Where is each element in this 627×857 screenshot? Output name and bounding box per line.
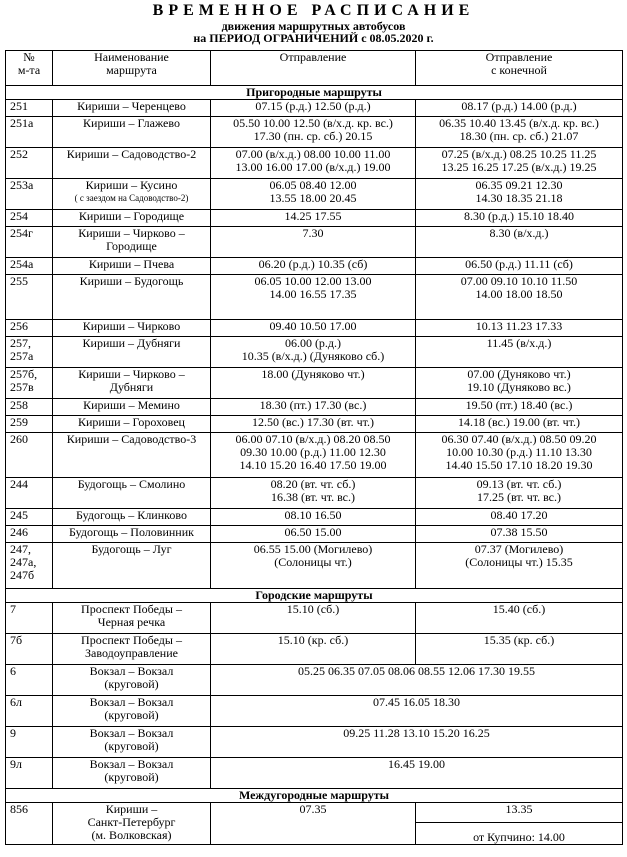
cell-line: 260 — [10, 432, 28, 446]
route-name — [53, 758, 211, 789]
cell-line: 15.35 (кр. сб.) — [483, 633, 555, 647]
cell-line: 08.17 (р.д.) 14.00 (р.д.) — [461, 99, 577, 113]
cell-line: 18.00 (Дуняково чт.) — [261, 367, 365, 381]
cell-line: Проспект Победы – — [81, 633, 182, 647]
cell-line: 244 — [10, 477, 28, 491]
cell-line: 14.25 17.55 — [284, 209, 342, 223]
departure-times — [211, 320, 416, 337]
return-times — [416, 399, 623, 416]
departure-times — [211, 227, 416, 258]
route-name — [53, 478, 211, 509]
return-times — [416, 416, 623, 433]
route-name — [53, 275, 211, 320]
route-row — [6, 275, 623, 320]
cell-line: (Солоницы чт.) 15.35 — [465, 555, 573, 569]
cell-line: 257б, — [10, 367, 38, 381]
route-number — [6, 758, 53, 789]
cell-line: 253а — [10, 178, 34, 192]
cell-line: 08.20 (вт. чт. сб.) — [270, 477, 356, 491]
route-row — [6, 526, 623, 543]
route-row — [6, 210, 623, 227]
cell-line: (м. Волковская) — [91, 828, 172, 842]
return-times — [416, 320, 623, 337]
cell-line: 15.40 (сб.) — [492, 602, 546, 616]
cell-line: (круговой) — [104, 770, 159, 784]
period-line: на ПЕРИОД ОГРАНИЧЕНИЙ с 08.05.2020 г. — [193, 31, 434, 45]
cell-line: 258 — [10, 398, 28, 412]
cell-line: (круговой) — [104, 739, 159, 753]
route-row — [6, 100, 623, 117]
cell-line: 06.05 08.40 12.00 — [269, 178, 357, 192]
departure-times — [211, 337, 416, 368]
cell-line: 07.37 (Могилево) — [474, 542, 564, 556]
return-times — [416, 337, 623, 368]
cell-line: Кириши – Садоводство-2 — [66, 147, 197, 161]
cell-line: 19.10 (Дуняково вс.) — [467, 380, 571, 394]
cell-line: 257в — [10, 380, 34, 394]
cell-line: Кириши – Черенцево — [77, 99, 186, 113]
return-times — [416, 478, 623, 509]
return-times — [416, 100, 623, 117]
route-name — [53, 433, 211, 478]
route-name — [53, 258, 211, 275]
cell-line: 247б — [10, 568, 35, 582]
cell-line: 16.38 (вт. чт. вс.) — [271, 490, 355, 504]
circular-times: 16.45 19.00 — [211, 758, 623, 789]
circular-times: 05.25 06.35 07.05 08.06 08.55 12.06 17.30 19.55 — [211, 665, 623, 696]
return-times: 13.35 — [416, 803, 623, 823]
return-times — [416, 543, 623, 589]
cell-line: 15.10 (кр. сб.) — [277, 633, 349, 647]
cell-line: 07.15 (р.д.) 12.50 (р.д.) — [255, 99, 371, 113]
return-times — [416, 634, 623, 665]
route-name — [53, 100, 211, 117]
cell-line: Кириши – Мемино — [83, 398, 180, 412]
cell-line: Будогощь – Клинково — [76, 508, 187, 522]
route-number — [6, 100, 53, 117]
column-header-return: Отправление с конечной — [416, 51, 623, 86]
route-number — [6, 543, 53, 589]
cell-line: 09.13 (вт. чт. сб.) — [476, 477, 562, 491]
departure-times — [211, 117, 416, 148]
cell-line: 7.30 — [302, 226, 324, 240]
cell-line: 15.10 (сб.) — [286, 602, 340, 616]
route-row — [6, 727, 623, 758]
page-subtitle: движения маршрутных автобусов — [221, 19, 406, 33]
route-row — [6, 227, 623, 258]
cell-line: 17.25 (вт. чт. вс.) — [477, 490, 561, 504]
cell-line: 12.50 (вс.) 17.30 (вт. чт.) — [252, 415, 374, 429]
departure-times — [211, 100, 416, 117]
cell-line: 06.00 (р.д.) — [284, 336, 342, 350]
return-times — [416, 227, 623, 258]
cell-line: Вокзал – Вокзал — [89, 757, 174, 771]
departure-times — [211, 399, 416, 416]
cell-line: (круговой) — [104, 708, 159, 722]
route-name — [53, 179, 211, 210]
cell-line: Кириши – Дубняги — [82, 336, 181, 350]
return-times-kupchino: от Купчино: 14.00 — [416, 823, 623, 845]
route-number — [6, 117, 53, 148]
cell-line: Дубняги — [109, 380, 154, 394]
route-number — [6, 478, 53, 509]
route-number — [6, 634, 53, 665]
cell-line: 06.55 15.00 (Могилево) — [253, 542, 373, 556]
route-number — [6, 148, 53, 179]
page-title: ВРЕМЕННОЕ РАСПИСАНИЕ — [152, 2, 475, 19]
cell-line: 256 — [10, 319, 28, 333]
cell-line: 05.50 10.00 12.50 (в/х.д. кр. вс.) — [233, 116, 393, 130]
cell-line: Кириши – Кусино — [85, 178, 178, 192]
cell-line: 7б — [10, 633, 23, 647]
return-times — [416, 179, 623, 210]
route-note: ( с заездом на Садоводство-2) — [74, 193, 189, 203]
cell-line: 14.00 18.00 18.50 — [475, 287, 563, 301]
route-number — [6, 433, 53, 478]
circular-times: 09.25 11.28 13.10 15.20 16.25 — [211, 727, 623, 758]
return-times — [416, 433, 623, 478]
route-number — [6, 509, 53, 526]
cell-line: 10.35 (в/х.д.) (Дуняково сб.) — [241, 349, 385, 363]
route-name — [53, 803, 211, 845]
cell-line: Кириши – — [105, 802, 158, 816]
cell-line: 06.35 09.21 12.30 — [475, 178, 563, 192]
cell-line: Вокзал – Вокзал — [89, 664, 174, 678]
departure-times — [211, 478, 416, 509]
cell-line: Вокзал – Вокзал — [89, 726, 174, 740]
departure-times — [211, 634, 416, 665]
route-row — [6, 509, 623, 526]
cell-line: 13.55 18.00 20.45 — [269, 191, 357, 205]
cell-line: 06.50 (р.д.) 11.11 (сб) — [465, 257, 573, 271]
cell-line: Будогощь – Половинник — [69, 525, 194, 539]
route-name — [53, 727, 211, 758]
cell-line: Будогощь – Смолино — [77, 477, 186, 491]
route-number — [6, 603, 53, 634]
cell-line: 06.00 07.10 (в/х.д.) 08.20 08.50 — [235, 432, 391, 446]
cell-line: Кириши – Пчева — [88, 257, 175, 271]
cell-line: 10.00 10.30 (р.д.) 11.10 13.30 — [446, 445, 592, 459]
route-name — [53, 399, 211, 416]
cell-line: 06.05 10.00 12.00 13.00 — [254, 274, 372, 288]
cell-line: 07.00 (Дуняково чт.) — [467, 367, 571, 381]
cell-line: 254 — [10, 209, 28, 223]
return-times — [416, 603, 623, 634]
cell-line: 06.30 07.40 (в/х.д.) 08.50 09.20 — [441, 432, 597, 446]
cell-line: 07.00 (в/х.д.) 08.00 10.00 11.00 — [235, 147, 391, 161]
route-number — [6, 320, 53, 337]
cell-line: 7 — [10, 602, 16, 616]
cell-line: Кириши – Садоводство-3 — [66, 432, 197, 446]
cell-line: 8.30 (в/х.д.) — [489, 226, 549, 240]
route-number — [6, 416, 53, 433]
departure-times — [211, 416, 416, 433]
column-header-row — [6, 51, 623, 86]
route-name — [53, 665, 211, 696]
section-heading: Пригородные маршруты — [6, 86, 623, 100]
cell-line: 07.25 (в/х.д.) 08.25 10.25 11.25 — [441, 147, 597, 161]
cell-line: 06.35 10.40 13.45 (в/х.д. кр. вс.) — [439, 116, 599, 130]
route-row — [6, 634, 623, 665]
cell-line: 13.25 16.25 17.25 (в/х.д.) 19.25 — [441, 160, 597, 174]
route-number — [6, 179, 53, 210]
return-times — [416, 148, 623, 179]
departure-times — [211, 179, 416, 210]
cell-line: Вокзал – Вокзал — [89, 695, 174, 709]
route-name — [53, 634, 211, 665]
return-times — [416, 368, 623, 399]
cell-line: 251а — [10, 116, 34, 130]
cell-line: 09.40 10.50 17.00 — [269, 319, 357, 333]
route-row — [6, 433, 623, 478]
departure-times — [211, 368, 416, 399]
route-row — [6, 543, 623, 589]
route-number — [6, 526, 53, 543]
route-row — [6, 416, 623, 433]
route-number — [6, 727, 53, 758]
route-row — [6, 603, 623, 634]
route-row — [6, 337, 623, 368]
route-name — [53, 543, 211, 589]
route-number — [6, 665, 53, 696]
route-number — [6, 227, 53, 258]
section-intercity — [6, 789, 623, 803]
departure-times — [211, 210, 416, 227]
cell-line: Кириши – Чирково – — [78, 226, 185, 240]
cell-line: 9 — [10, 726, 16, 740]
cell-line: Кириши – Городище — [78, 209, 185, 223]
route-row — [6, 478, 623, 509]
route-row — [6, 117, 623, 148]
cell-line: 252 — [10, 147, 28, 161]
return-times — [416, 210, 623, 227]
cell-line: 09.30 10.00 (р.д.) 11.00 12.30 — [240, 445, 386, 459]
route-row — [6, 148, 623, 179]
cell-line: (круговой) — [104, 677, 159, 691]
cell-line: 247, — [10, 542, 31, 556]
departure-times — [211, 258, 416, 275]
route-name — [53, 320, 211, 337]
route-number — [6, 275, 53, 320]
cell-line: Городище — [106, 239, 157, 253]
section-heading: Городские маршруты — [6, 589, 623, 603]
cell-line: 11.45 (в/х.д.) — [486, 336, 552, 350]
cell-line: 14.18 (вс.) 19.00 (вт. чт.) — [458, 415, 580, 429]
departure-times — [211, 526, 416, 543]
route-number — [6, 337, 53, 368]
cell-line: 8.30 (р.д.) 15.10 18.40 — [463, 209, 575, 223]
cell-line: 18.30 (пт.) 17.30 (вс.) — [259, 398, 367, 412]
cell-line: 254г — [10, 226, 33, 240]
departure-times — [211, 148, 416, 179]
departure-times — [211, 603, 416, 634]
route-name — [53, 368, 211, 399]
departure-times — [211, 433, 416, 478]
cell-line: 06.20 (р.д.) 10.35 (сб) — [258, 257, 368, 271]
route-name — [53, 148, 211, 179]
route-row — [6, 665, 623, 696]
route-name — [53, 416, 211, 433]
route-name — [53, 696, 211, 727]
departure-times — [211, 509, 416, 526]
cell-line: 246 — [10, 525, 28, 539]
cell-line: 17.30 (пн. ср. сб.) 20.15 — [253, 129, 373, 143]
return-times — [416, 509, 623, 526]
route-name — [53, 603, 211, 634]
cell-line: 07.38 15.50 — [490, 525, 548, 539]
cell-line: 08.40 17.20 — [490, 508, 548, 522]
departure-times: 07.35 — [211, 803, 416, 845]
cell-line: Кириши – Чирково — [82, 319, 181, 333]
route-name — [53, 227, 211, 258]
route-number — [6, 399, 53, 416]
cell-line: 259 — [10, 415, 28, 429]
cell-line: 18.30 (пн. ср. сб.) 21.07 — [459, 129, 579, 143]
cell-line: 9л — [10, 757, 22, 771]
cell-line: 251 — [10, 99, 28, 113]
column-header-departure: Отправление — [211, 51, 416, 86]
route-number — [6, 258, 53, 275]
route-name — [53, 526, 211, 543]
cell-line: 245 — [10, 508, 28, 522]
cell-line: Заводоуправление — [85, 646, 178, 660]
cell-line: 6л — [10, 695, 22, 709]
column-header-num: № м-та — [6, 51, 53, 86]
circular-times: 07.45 16.05 18.30 — [211, 696, 623, 727]
cell-line: (Солоницы чт.) — [274, 555, 352, 569]
departure-times — [211, 275, 416, 320]
return-times — [416, 258, 623, 275]
route-row — [6, 320, 623, 337]
header — [0, 0, 627, 45]
cell-line: 257, — [10, 336, 31, 350]
schedule-table — [5, 50, 623, 845]
cell-line: 19.50 (пт.) 18.40 (вс.) — [465, 398, 573, 412]
cell-line: 14.10 15.20 16.40 17.50 19.00 — [239, 458, 387, 472]
cell-line: 06.50 15.00 — [284, 525, 342, 539]
route-number — [6, 210, 53, 227]
route-row — [6, 803, 623, 823]
cell-line: 14.00 16.55 17.35 — [269, 287, 357, 301]
route-row — [6, 258, 623, 275]
cell-line: Кириши – Будогощь — [79, 274, 184, 288]
cell-line: Кириши – Глажево — [83, 116, 180, 130]
return-times — [416, 526, 623, 543]
departure-times — [211, 543, 416, 589]
route-name — [53, 337, 211, 368]
return-times — [416, 117, 623, 148]
section-city — [6, 589, 623, 603]
route-row — [6, 696, 623, 727]
cell-line: Будогощь – Луг — [91, 542, 172, 556]
cell-line: Кириши – Чирково – — [78, 367, 185, 381]
cell-line: Кириши – Гороховец — [78, 415, 185, 429]
cell-line: 14.30 18.35 21.18 — [475, 191, 563, 205]
cell-line: 6 — [10, 664, 16, 678]
cell-line: 247а, — [10, 555, 37, 569]
cell-line: 08.10 16.50 — [284, 508, 342, 522]
return-times — [416, 275, 623, 320]
route-row — [6, 758, 623, 789]
route-row — [6, 368, 623, 399]
cell-line: 07.00 09.10 10.10 11.50 — [460, 274, 578, 288]
route-name — [53, 509, 211, 526]
route-number: 856 — [6, 803, 53, 845]
route-name — [53, 210, 211, 227]
cell-line: 14.40 15.50 17.10 18.20 19.30 — [445, 458, 593, 472]
column-header-name: Наименование маршрута — [53, 51, 211, 86]
cell-line: Санкт-Петербург — [87, 815, 176, 829]
cell-line: Черная речка — [97, 615, 166, 629]
cell-line: 255 — [10, 274, 28, 288]
cell-line: Проспект Победы – — [81, 602, 182, 616]
route-name — [53, 117, 211, 148]
section-suburban — [6, 86, 623, 100]
section-heading: Междугородные маршруты — [6, 789, 623, 803]
route-number — [6, 368, 53, 399]
cell-line: 254а — [10, 257, 34, 271]
route-row — [6, 179, 623, 210]
route-row — [6, 399, 623, 416]
route-number — [6, 696, 53, 727]
cell-line: 13.00 16.00 17.00 (в/х.д.) 19.00 — [235, 160, 391, 174]
cell-line: 257а — [10, 349, 34, 363]
cell-line: 10.13 11.23 17.33 — [475, 319, 563, 333]
